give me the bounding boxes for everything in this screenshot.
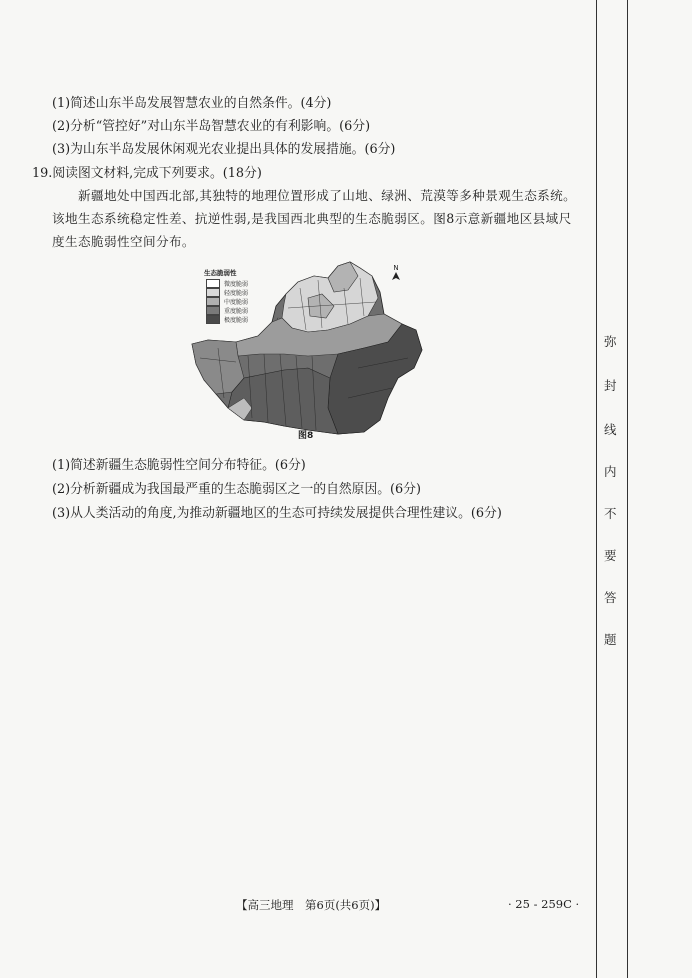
question-19-heading: 19.阅读图文材料,完成下列要求。(18分) bbox=[32, 166, 262, 181]
north-label: N bbox=[393, 264, 399, 272]
legend-label: 重度脆弱 bbox=[224, 308, 249, 315]
legend-swatch bbox=[206, 297, 220, 306]
binding-char: 内 bbox=[604, 464, 617, 479]
figure-caption: 图8 bbox=[298, 431, 314, 441]
legend-item bbox=[206, 315, 248, 324]
legend-swatch bbox=[206, 306, 220, 315]
exam-code: · 25 - 259C · bbox=[508, 897, 580, 911]
binding-line-right bbox=[627, 0, 628, 978]
binding-char: 答 bbox=[604, 590, 617, 605]
legend-swatch bbox=[206, 279, 220, 288]
north-arrow-glyph bbox=[392, 272, 400, 280]
legend-swatch bbox=[206, 315, 220, 324]
binding-char: 弥 bbox=[604, 334, 617, 349]
north-arrow-icon bbox=[392, 264, 400, 282]
legend-item bbox=[206, 288, 248, 297]
binding-char: 封 bbox=[604, 378, 617, 393]
legend-item bbox=[206, 279, 248, 288]
legend-item bbox=[206, 306, 248, 315]
binding-char: 要 bbox=[604, 548, 617, 563]
question-18-2: (2)分析“管控好”对山东半岛智慧农业的有利影响。(6分) bbox=[52, 119, 371, 134]
page-footer: 【高三地理 第6页(共6页)】 bbox=[236, 898, 387, 912]
legend-swatch bbox=[206, 288, 220, 297]
question-18-3: (3)为山东半岛发展休闲观光农业提出具体的发展措施。(6分) bbox=[52, 142, 396, 157]
material-paragraph: 新疆地处中国西北部,其独特的地理位置形成了山地、绿洲、荒漠等多种景观生态系统。该地生态系统稳定性差、抗逆性弱,是我国西北典型的生态脆弱区。图8示意新疆地区县域尺度生态脆弱性空间分布。 bbox=[52, 188, 577, 249]
question-19-3: (3)从人类活动的角度,为推动新疆地区的生态可持续发展提供合理性建议。(6分) bbox=[52, 506, 502, 521]
binding-line-left bbox=[596, 0, 597, 978]
legend-label: 微度脆弱 bbox=[224, 281, 249, 288]
binding-char: 题 bbox=[604, 632, 617, 647]
legend-label: 中度脆弱 bbox=[224, 299, 249, 306]
figure-8 bbox=[188, 258, 424, 440]
question-19-2: (2)分析新疆成为我国最严重的生态脆弱区之一的自然原因。(6分) bbox=[52, 482, 421, 497]
legend-label: 轻度脆弱 bbox=[224, 290, 249, 297]
legend-label: 极度脆弱 bbox=[224, 317, 249, 324]
binding-char: 线 bbox=[604, 422, 617, 437]
legend-title: 生态脆弱性 bbox=[204, 269, 237, 277]
question-19-1: (1)简述新疆生态脆弱性空间分布特征。(6分) bbox=[52, 458, 306, 473]
binding-char: 不 bbox=[604, 506, 617, 521]
question-18-1: (1)简述山东半岛发展智慧农业的自然条件。(4分) bbox=[52, 96, 332, 111]
map-legend bbox=[204, 268, 248, 324]
legend-item bbox=[206, 297, 248, 306]
